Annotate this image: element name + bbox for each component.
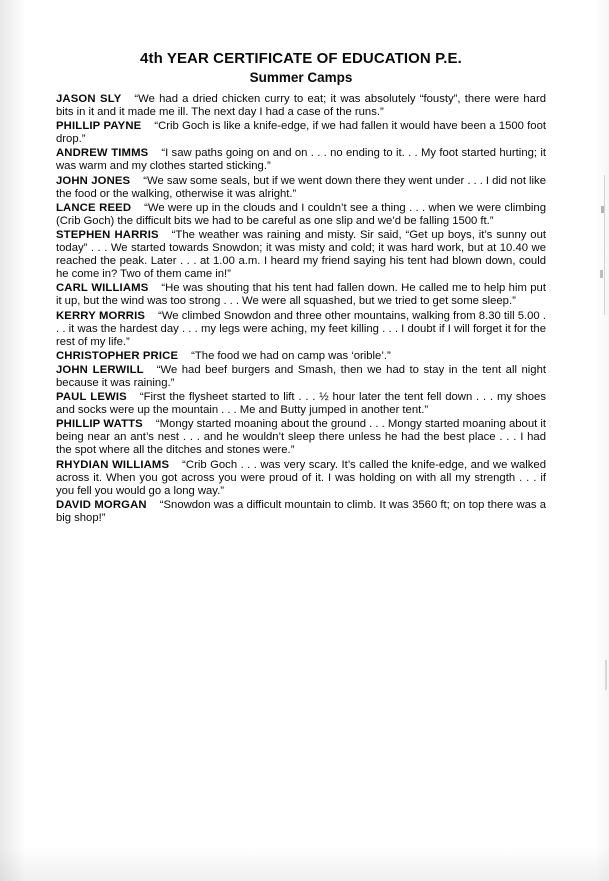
quote-entry	[56, 202, 546, 228]
scan-artifact	[605, 660, 607, 690]
page-content	[56, 50, 546, 526]
quote-list	[56, 93, 546, 525]
scan-shadow-bottom	[0, 847, 609, 881]
scan-artifact	[604, 175, 605, 315]
quote-entry	[56, 147, 546, 173]
quote-text: “Crib Goch is like a knife-edge, if we had fallen it would have been a 1500 foot drop.”	[56, 120, 546, 146]
quote-author-name: DAVID MORGAN	[56, 498, 147, 511]
quote-text: “We saw some seals, but if we went down there they went under . . . I did not like the food or the walking, otherwise it was alright.”	[56, 174, 546, 200]
quote-entry	[56, 282, 546, 308]
quote-author-name: JASON SLY	[56, 93, 122, 105]
quote-author-name: JOHN JONES	[56, 174, 131, 187]
scan-shadow-left	[0, 0, 26, 881]
quote-text: “We climbed Snowdon and three other mountains, walking from 8.30 till 5.00 . . . it was the hardest day . . . my legs were aching, my feet killing . . . I doubt if I will forget it for the rest of my life.”	[56, 309, 547, 348]
quote-text: “First the flysheet started to lift . . . ½ hour later the tent fell down . . . my shoes and socks were up the mountain . . . Me and Butty jumped in another tent.”	[56, 391, 546, 417]
page-title: 4th YEAR CERTIFICATE OF EDUCATION P.E.	[140, 50, 462, 67]
quote-author-name: CHRISTOPHER PRICE	[56, 349, 179, 362]
quote-entry	[56, 310, 546, 349]
quote-text: “Crib Goch . . . was very scary. It’s called the knife-edge, and we walked across it. When you got across you were proud of it. I was holding on with all my strength . . . if you fell you would go a long way.”	[56, 458, 546, 497]
quote-entry	[56, 418, 546, 457]
quote-author-name: CARL WILLIAMS	[56, 282, 149, 295]
quote-entry	[56, 350, 546, 363]
quote-entry	[56, 499, 546, 525]
quote-text: “Snowdon was a difficult mountain to climb. It was 3560 ft; on top there was a big shop!”	[56, 498, 546, 524]
quote-entry	[56, 391, 546, 417]
quote-entry	[56, 175, 546, 201]
quote-entry	[56, 120, 546, 146]
quote-text: “The weather was raining and misty. Sir said, “Get up boys, it’s sunny out today” . . . We started towards Snowdon; it was misty and cold; it was hard work, but at 10.40 we reached the peak. Later . . . at 1.00 a.m. I heard my friend saying his tent had blown down, could he come in? Two of them came in!”	[56, 228, 546, 281]
quote-text: “We had beef burgers and Smash, then we had to stay in the tent all night because it was raining.”	[56, 363, 546, 389]
quote-text: “I saw paths going on and on . . . no ending to it. . . My foot started hurting; it was warm and my clothes started sticking.”	[56, 147, 546, 173]
quote-text: “Mongy started moaning about the ground . . . Mongy started moaning about it being near an ant’s nest . . . and he wouldn’t sleep there unless he had the best place . . . I had the spot where all the ditches and stones were.”	[56, 418, 546, 457]
scan-shadow-right	[595, 0, 609, 881]
page-subtitle: Summer Camps	[249, 70, 353, 85]
scan-artifact	[601, 206, 604, 213]
quote-author-name: RHYDIAN WILLIAMS	[56, 458, 170, 471]
quote-author-name: STEPHEN HARRIS	[56, 228, 159, 241]
quote-text: “We were up in the clouds and I couldn’t see a thing . . . when we were climbing (Crib Goch) the difficult bits we had to be careful as one slip and we’d be falling 1500 ft.”	[56, 201, 546, 227]
quote-entry	[56, 459, 546, 498]
quote-text: “We had a dried chicken curry to eat; it was absolutely “fousty”, there were hard bits in it and it made me ill. The next day I had a case of the runs.”	[56, 93, 546, 119]
quote-text: “He was shouting that his tent had fallen down. He called me to help him put it up, but the wind was too strong . . . We were all squashed, but we tried to get some sleep.”	[56, 282, 546, 308]
quote-author-name: PAUL LEWIS	[56, 391, 127, 404]
scan-artifact	[600, 270, 603, 278]
quote-author-name: PHILLIP WATTS	[56, 418, 143, 431]
quote-text: “The food we had on camp was ‘orible’.”	[191, 349, 391, 362]
quote-entry	[56, 229, 546, 281]
quote-author-name: PHILLIP PAYNE	[56, 120, 142, 133]
quote-author-name: LANCE REED	[56, 201, 132, 214]
quote-author-name: JOHN LERWILL	[56, 363, 144, 376]
quote-author-name: ANDREW TIMMS	[56, 147, 149, 160]
quote-entry	[56, 93, 546, 119]
quote-author-name: KERRY MORRIS	[56, 309, 146, 322]
quote-entry	[56, 364, 546, 390]
